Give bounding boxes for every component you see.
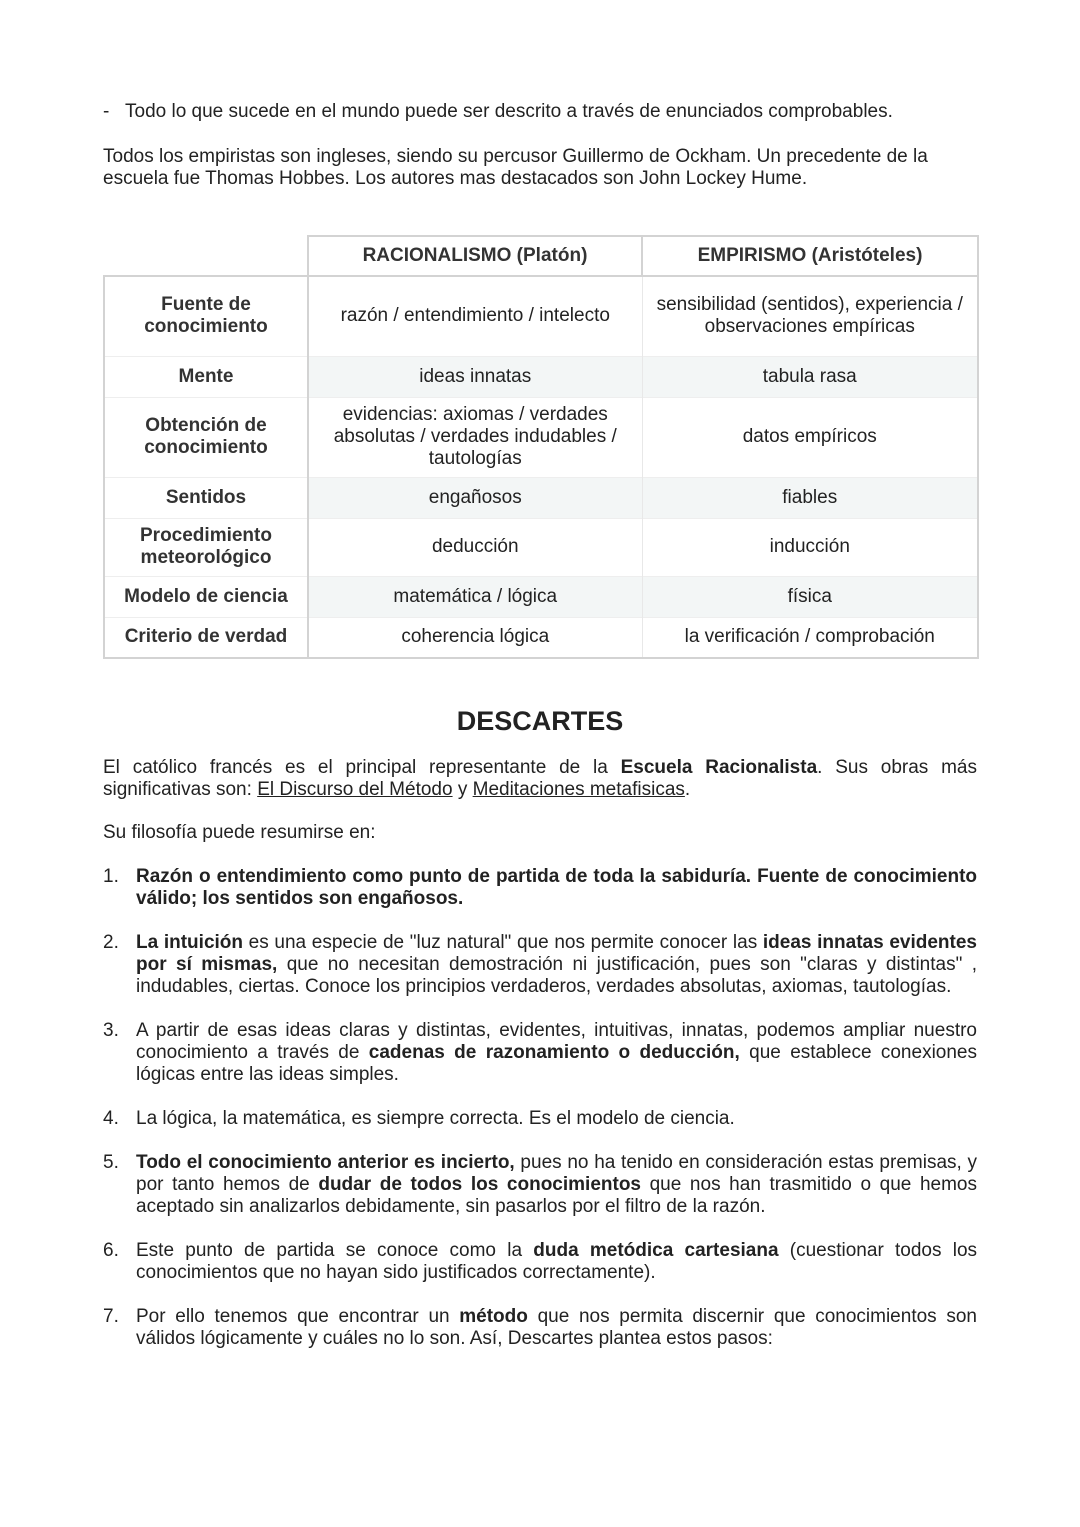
- desc-text: .: [684, 779, 691, 800]
- descartes-paragraph: [103, 757, 977, 801]
- list-number: 3.: [103, 1020, 119, 1041]
- work-title-discurso: El Discurso del Método: [257, 779, 453, 800]
- row-label: Procedimiento meteorológico: [104, 518, 308, 576]
- table-row: [104, 617, 978, 658]
- cell-racionalismo: deducción: [308, 518, 642, 576]
- list-text: que establece conexiones lógicas entre las ideas simples.: [136, 1042, 977, 1085]
- desc-text: El católico francés es el principal representante de la: [103, 757, 621, 778]
- list-bold-text: método: [459, 1306, 528, 1327]
- table-row: [104, 477, 978, 518]
- list-bold-text: Razón o entendimiento como punto de partida de toda la sabiduría. Fuente de conocimiento válido; los sentidos son engañosos.: [136, 866, 977, 909]
- list-item: [103, 1306, 977, 1350]
- list-item: [103, 1240, 977, 1284]
- list-text: que no necesitan demostración ni justificación, pues son "claras y distintas" , indudables, ciertas. Conoce los principios verdaderos, verdades absolutas, axiomas, tautologías.: [136, 954, 977, 997]
- list-bold-text: La intuición: [136, 932, 243, 953]
- cell-empirismo: inducción: [642, 518, 978, 576]
- table-row: [104, 356, 978, 397]
- list-item: [103, 866, 977, 910]
- desc-bold: Escuela Racionalista: [620, 757, 818, 778]
- list-bold-text: Todo el conocimiento anterior es incierto,: [136, 1152, 515, 1173]
- list-text: A partir de esas ideas claras y distintas, evidentes, intuitivas, innatas, podemos ampliar nuestro conocimiento a través de: [136, 1020, 977, 1063]
- cell-empirismo: datos empíricos: [642, 397, 978, 477]
- table-row: [104, 397, 978, 477]
- table-row: [104, 518, 978, 576]
- row-label: Sentidos: [104, 477, 308, 518]
- list-item: [103, 1152, 977, 1218]
- cell-empirismo: fiables: [642, 477, 978, 518]
- row-label: Obtención de conocimiento: [104, 397, 308, 477]
- header-racionalismo: RACIONALISMO (Platón): [308, 236, 642, 276]
- list-text: que nos han trasmitido o que hemos aceptado sin analizarlos debidamente, sin pasarlos por el filtro de la razón.: [136, 1174, 977, 1217]
- bullet-item: [103, 101, 977, 123]
- cell-racionalismo: coherencia lógica: [308, 617, 642, 658]
- row-label: Modelo de ciencia: [104, 576, 308, 617]
- comparison-table: [103, 235, 979, 659]
- cell-empirismo: tabula rasa: [642, 356, 978, 397]
- list-bold-text: duda metódica cartesiana: [533, 1240, 779, 1261]
- list-number: 4.: [103, 1108, 119, 1129]
- bullet-text: Todo lo que sucede en el mundo puede ser descrito a través de enunciados comprobables.: [125, 101, 893, 122]
- table-row: [104, 576, 978, 617]
- desc-text: y: [452, 779, 473, 800]
- list-text: Este punto de partida se conoce como la: [136, 1240, 534, 1261]
- list-number: 5.: [103, 1152, 119, 1173]
- list-number: 2.: [103, 932, 119, 953]
- table-row: [104, 276, 978, 356]
- list-text: La lógica, la matemática, es siempre correcta. Es el modelo de ciencia.: [136, 1108, 735, 1129]
- list-number: 6.: [103, 1240, 119, 1261]
- row-label: Criterio de verdad: [104, 617, 308, 658]
- summary-intro: Su filosofía puede resumirse en:: [103, 822, 376, 843]
- intro-paragraph: Todos los empiristas son ingleses, siendo su percusor Guillermo de Ockham. Un precedente de la escuela fue Thomas Hobbes. Los autores mas destacados son John Lockey Hume.: [103, 146, 928, 189]
- table-corner-cell: [104, 236, 308, 276]
- row-label: Mente: [104, 356, 308, 397]
- cell-empirismo: la verificación / comprobación: [642, 617, 978, 658]
- list-bold-text: ideas innatas evidentes por sí mismas,: [136, 932, 977, 975]
- cell-empirismo: sensibilidad (sentidos), experiencia / observaciones empíricas: [642, 276, 978, 356]
- list-text: es una especie de "luz natural" que nos permite conocer las: [243, 932, 763, 953]
- bullet-dash: -: [103, 101, 110, 122]
- list-number: 1.: [103, 866, 119, 887]
- list-text: (cuestionar todos los conocimientos que no hayan sido justificados correctamente).: [136, 1240, 978, 1283]
- list-item: [103, 1108, 977, 1130]
- list-text: pues no ha tenido en consideración estas premisas, y por tanto hemos de: [136, 1152, 978, 1195]
- list-text: Por ello tenemos que encontrar un: [136, 1306, 460, 1327]
- table-header-row: [104, 236, 978, 276]
- list-item: [103, 932, 977, 998]
- list-bold-text: dudar de todos los conocimientos: [318, 1174, 641, 1195]
- numbered-list: [103, 866, 977, 1350]
- list-number: 7.: [103, 1306, 119, 1327]
- cell-racionalismo: engañosos: [308, 477, 642, 518]
- work-title-meditaciones: Meditaciones metafisicas: [472, 779, 685, 800]
- desc-text: . Sus obras más significativas son:: [103, 757, 977, 800]
- cell-racionalismo: matemática / lógica: [308, 576, 642, 617]
- header-empirismo: EMPIRISMO (Aristóteles): [642, 236, 978, 276]
- cell-racionalismo: razón / entendimiento / intelecto: [308, 276, 642, 356]
- cell-empirismo: física: [642, 576, 978, 617]
- cell-racionalismo: evidencias: axiomas / verdades absolutas / verdades indudables / tautologías: [308, 397, 642, 477]
- list-bold-text: cadenas de razonamiento o deducción,: [368, 1042, 740, 1063]
- list-item: [103, 1020, 977, 1086]
- row-label: Fuente de conocimiento: [104, 276, 308, 356]
- section-title: DESCARTES: [456, 706, 624, 736]
- list-text: que nos permita discernir que conocimientos son válidos lógicamente y cuáles no lo son. Así, Descartes plantea estos pasos:: [136, 1306, 977, 1349]
- cell-racionalismo: ideas innatas: [308, 356, 642, 397]
